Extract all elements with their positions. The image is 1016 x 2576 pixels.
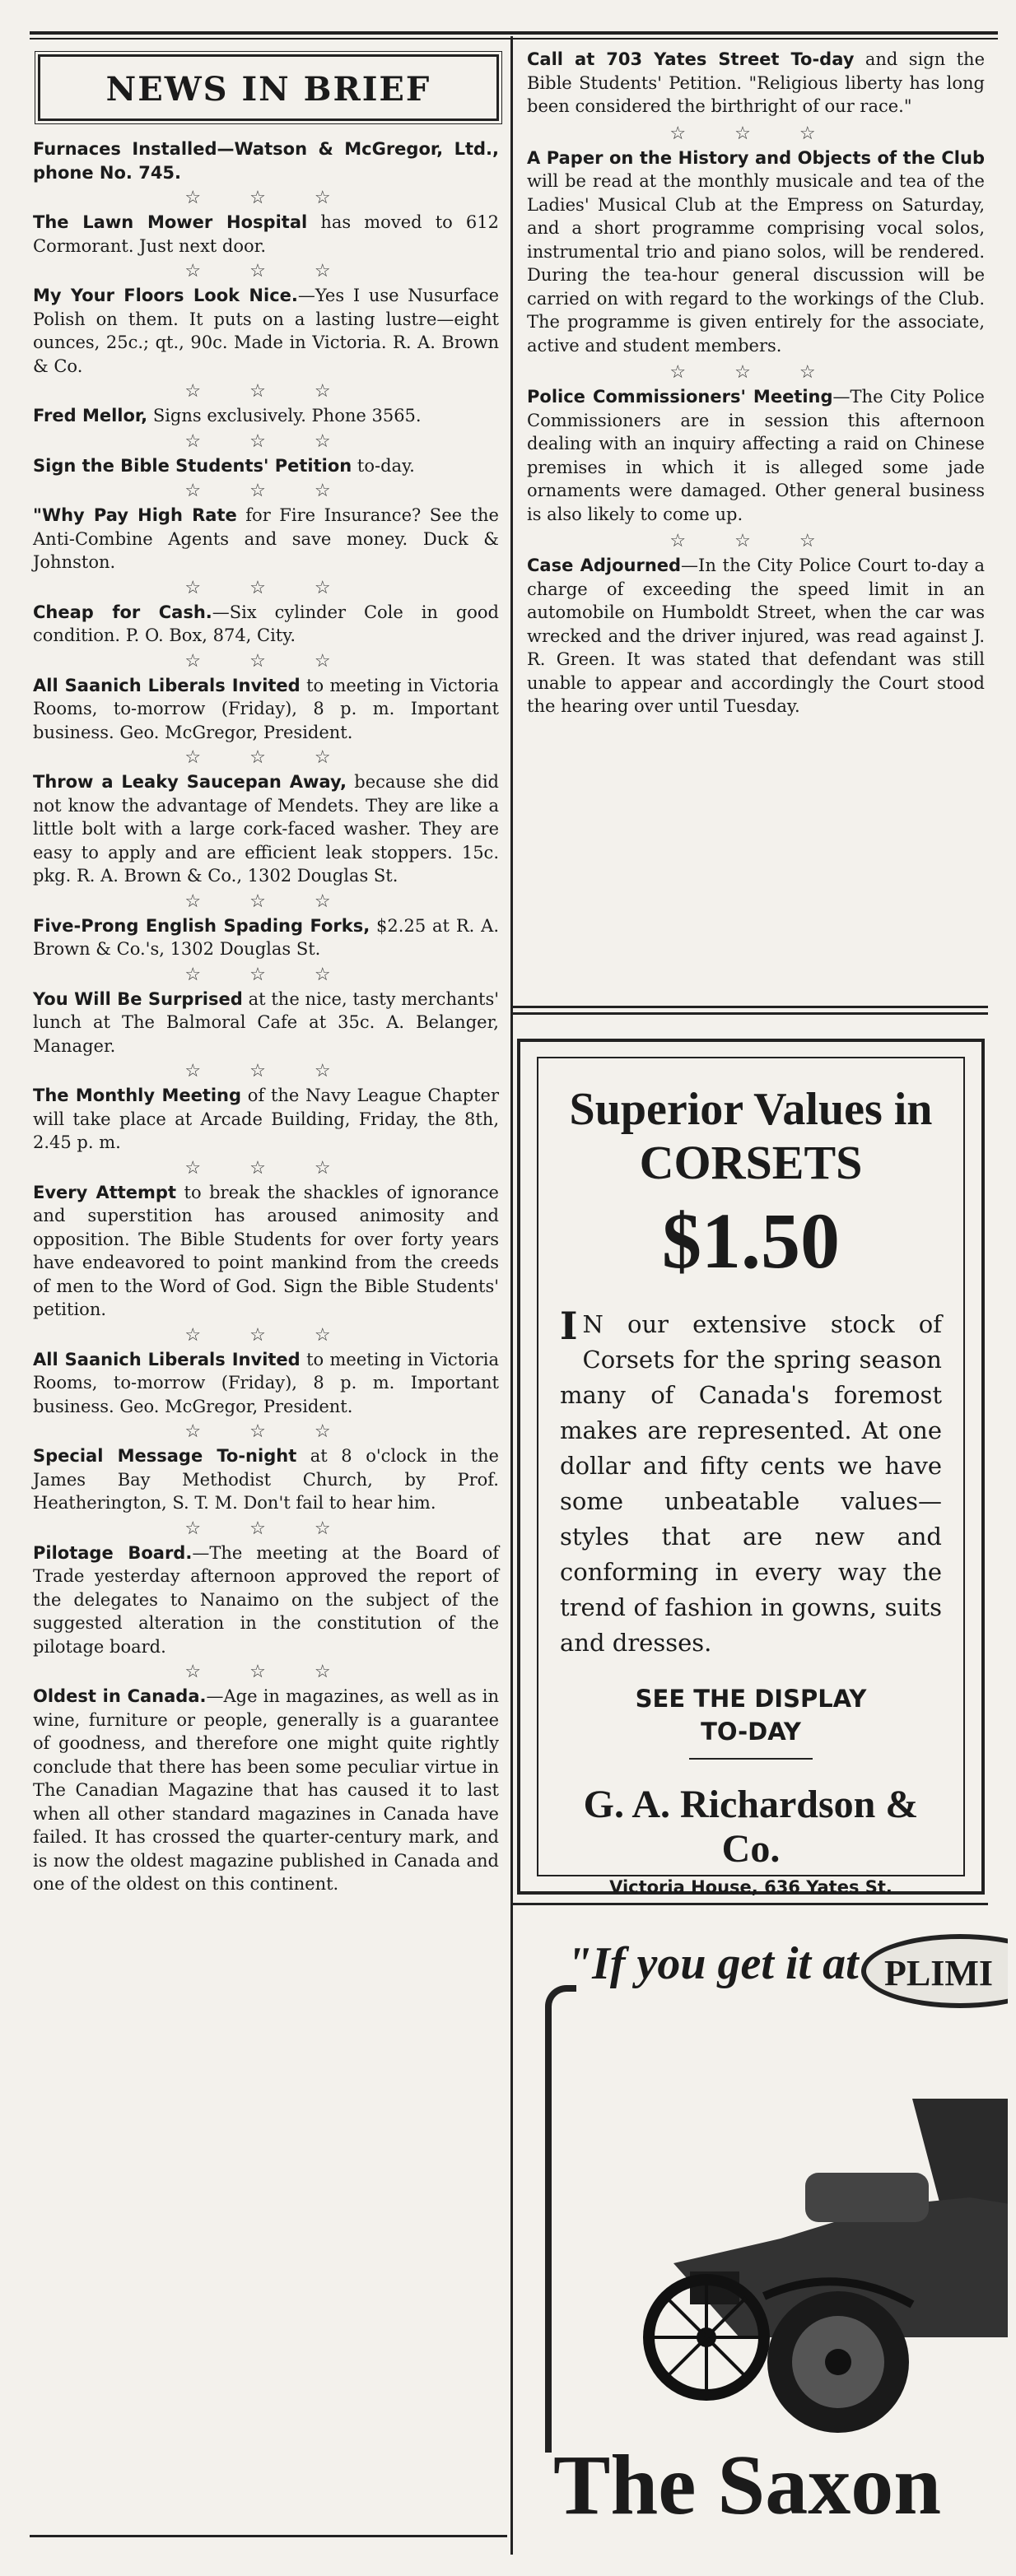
right-news-column bbox=[519, 48, 988, 723]
news-item: Oldest in Canada.—Age in magazines, as well as in wine, furniture or people, generally is a guarantee of goodness, and therefore one might quite rightly conclude that there has been some peculiar virtue in The Canadian Magazine that has caused it to last when all other standard magazines in Canada have failed. It has crossed the quarter-century mark, and is now the oldest magazine published in Canada and one of the oldest on this continent. bbox=[33, 1686, 499, 1894]
plimley-badge: PLIMI bbox=[861, 1934, 1008, 2008]
news-item: Five-Prong English Spading Forks, $2.25 at R. A. Brown & Co.'s, 1302 Douglas St. bbox=[33, 915, 499, 959]
ad-separator-rule bbox=[510, 1903, 988, 1905]
star-separator: ☆ ☆ ☆ bbox=[184, 650, 352, 672]
star-separator: ☆ ☆ ☆ bbox=[184, 1662, 352, 1682]
ad-separator-rule bbox=[510, 1006, 988, 1008]
news-item: The Monthly Meeting of the Navy League Chapter will take place at Arcade Building, Friday, the 8th, 2.45 p. m. bbox=[33, 1086, 499, 1152]
news-item: Call at 703 Yates Street To-day and sign the Bible Students' Petition. "Religious liberty has long been considered the birthright of our race." bbox=[527, 49, 985, 116]
news-item: "Why Pay High Rate for Fire Insurance? See the Anti-Combine Agents and save money. Duck & Johnston. bbox=[33, 505, 499, 572]
automobile-illustration bbox=[641, 2066, 1008, 2453]
star-separator: ☆ ☆ ☆ bbox=[184, 1324, 352, 1346]
star-separator: ☆ ☆ ☆ bbox=[184, 890, 352, 912]
star-separator: ☆ ☆ ☆ bbox=[184, 964, 352, 985]
star-separator: ☆ ☆ ☆ bbox=[669, 123, 837, 144]
saxon-slogan: "If you get it at bbox=[566, 1938, 859, 1989]
star-separator: ☆ ☆ ☆ bbox=[669, 362, 837, 383]
news-item: Throw a Leaky Saucepan Away, because she did not know the advantage of Mendets. They are like a little bolt with a large cork-faced washer. They are easy to apply and are efficient leak stoppers. 15c. pkg. R. A. Brown & Co., 1302 Douglas St. bbox=[33, 772, 499, 886]
star-separator: ☆ ☆ ☆ bbox=[184, 261, 352, 281]
saxon-advertisement bbox=[517, 1909, 1008, 2551]
news-item: Pilotage Board.—The meeting at the Board of Trade yesterday afternoon approved the report of the delegates to Nanaimo on the subject of the suggested alteration in the constitution of the pilotage board. bbox=[33, 1542, 499, 1657]
drop-cap: I bbox=[560, 1304, 578, 1348]
news-item: All Saanich Liberals Invited to meeting in Victoria Rooms, to-morrow (Friday), 8 p. m. Important business. Geo. McGregor, President. bbox=[33, 1349, 499, 1416]
news-item: All Saanich Liberals Invited to meeting in Victoria Rooms, to-morrow (Friday), 8 p. m. Important business. Geo. McGregor, President. bbox=[33, 675, 499, 742]
star-separator: ☆ ☆ ☆ bbox=[184, 188, 352, 208]
news-item: Police Commissioners' Meeting—The City Police Commissioners are in session this afternoon dealing with an inquiry affecting a raid on Chinese premises in which it is alleged some jade ornaments were damaged. Other general business is also likely to come up. bbox=[527, 387, 985, 524]
news-item: My Your Floors Look Nice.—Yes I use Nusurface Polish on them. It puts on a lasting lustre—eight ounces, 25c.; qt., 90c. Made in Victoria. R. A. Brown & Co. bbox=[33, 286, 499, 376]
top-rule bbox=[30, 31, 998, 35]
star-separator: ☆ ☆ ☆ bbox=[184, 381, 352, 402]
news-item: Special Message To-night at 8 o'clock in the James Bay Methodist Church, by Prof. Heatherington, S. T. M. Don't fail to hear him. bbox=[33, 1446, 499, 1513]
ad-separator-rule bbox=[510, 1012, 988, 1015]
star-separator: ☆ ☆ ☆ bbox=[669, 531, 837, 551]
news-item: Cheap for Cash.—Six cylinder Cole in good condition. P. O. Box, 874, City. bbox=[33, 602, 499, 645]
star-separator: ☆ ☆ ☆ bbox=[184, 1157, 352, 1179]
top-rule-thin bbox=[30, 38, 998, 40]
star-separator: ☆ ☆ ☆ bbox=[184, 1518, 352, 1539]
news-item: Every Attempt to break the shackles of ignorance and superstition has aroused animosity and opposition. The Bible Students for over forty years have endeavored to point mankind from the creeds of men to the Word of God. Sign the Bible Students' petition. bbox=[33, 1182, 499, 1319]
news-in-brief-column bbox=[33, 48, 504, 1899]
ad-body: I N our extensive stock of Corsets for the spring season many of Canada's foremost makes are represented. At one dollar and fifty cents we have some unbeatable values—styles that are new and conforming in every way the trend of fashion in gowns, suits and dresses. bbox=[560, 1304, 942, 1657]
star-separator: ☆ ☆ ☆ bbox=[184, 481, 352, 501]
ad-rule bbox=[689, 1758, 813, 1760]
news-item: A Paper on the History and Objects of the Club will be read at the monthly musicale and tea of the Ladies' Musical Club at the Empress on Saturday, and a short programme comprising vocal solos, instrumental trio and piano solos, will be rendered. During the tea-hour general discussion will be carried on with regard to the workings of the Club. The programme is given entirely for the associate, active and student members. bbox=[527, 147, 985, 356]
star-separator: ☆ ☆ ☆ bbox=[184, 1421, 352, 1442]
corset-advertisement bbox=[517, 1039, 985, 1895]
ad-price: $1.50 bbox=[662, 1197, 840, 1285]
news-item: You Will Be Surprised at the nice, tasty merchants' lunch at The Balmoral Cafe at 35c. A. Belanger, Manager. bbox=[33, 988, 499, 1056]
ad-headline: Superior Values in bbox=[569, 1084, 933, 1135]
star-separator: ☆ ☆ ☆ bbox=[184, 430, 352, 452]
bottom-rule bbox=[30, 2535, 507, 2537]
ad-bracket bbox=[545, 1985, 576, 2453]
news-item: Fred Mellor, Signs exclusively. Phone 3565. bbox=[33, 406, 422, 425]
star-separator: ☆ ☆ ☆ bbox=[184, 1061, 352, 1081]
news-item: Case Adjourned—In the City Police Court to-day a charge of exceeding the speed limit in an automobile on Humboldt Street, when the car was wrecked and the driver injured, was read against J. R. Green. It was stated that defendant was still unable to appear and accordingly the Court stood the hearing over until Tuesday. bbox=[527, 556, 985, 716]
star-separator: ☆ ☆ ☆ bbox=[184, 577, 352, 598]
ad-inner-frame bbox=[537, 1057, 965, 1897]
news-in-brief-heading: NEWS IN BRIEF bbox=[38, 54, 499, 121]
news-item: Sign the Bible Students' Petition to-day. bbox=[33, 455, 415, 476]
ad-product: CORSETS bbox=[639, 1136, 863, 1189]
ad-company: G. A. Richardson & Co. bbox=[583, 1783, 919, 1871]
ad-address: Victoria House, 636 Yates St. bbox=[609, 1877, 892, 1897]
news-item: The Lawn Mower Hospital has moved to 612 Cormorant. Just next door. bbox=[33, 212, 499, 256]
star-separator: ☆ ☆ ☆ bbox=[184, 747, 352, 768]
column-divider bbox=[510, 36, 513, 2555]
saxon-title: The Saxon bbox=[553, 2438, 942, 2532]
ad-call-to-action: SEE THE DISPLAY TO-DAY bbox=[635, 1685, 867, 1746]
news-item: Furnaces Installed—Watson & McGregor, Ltd., phone No. 745. bbox=[33, 139, 499, 183]
